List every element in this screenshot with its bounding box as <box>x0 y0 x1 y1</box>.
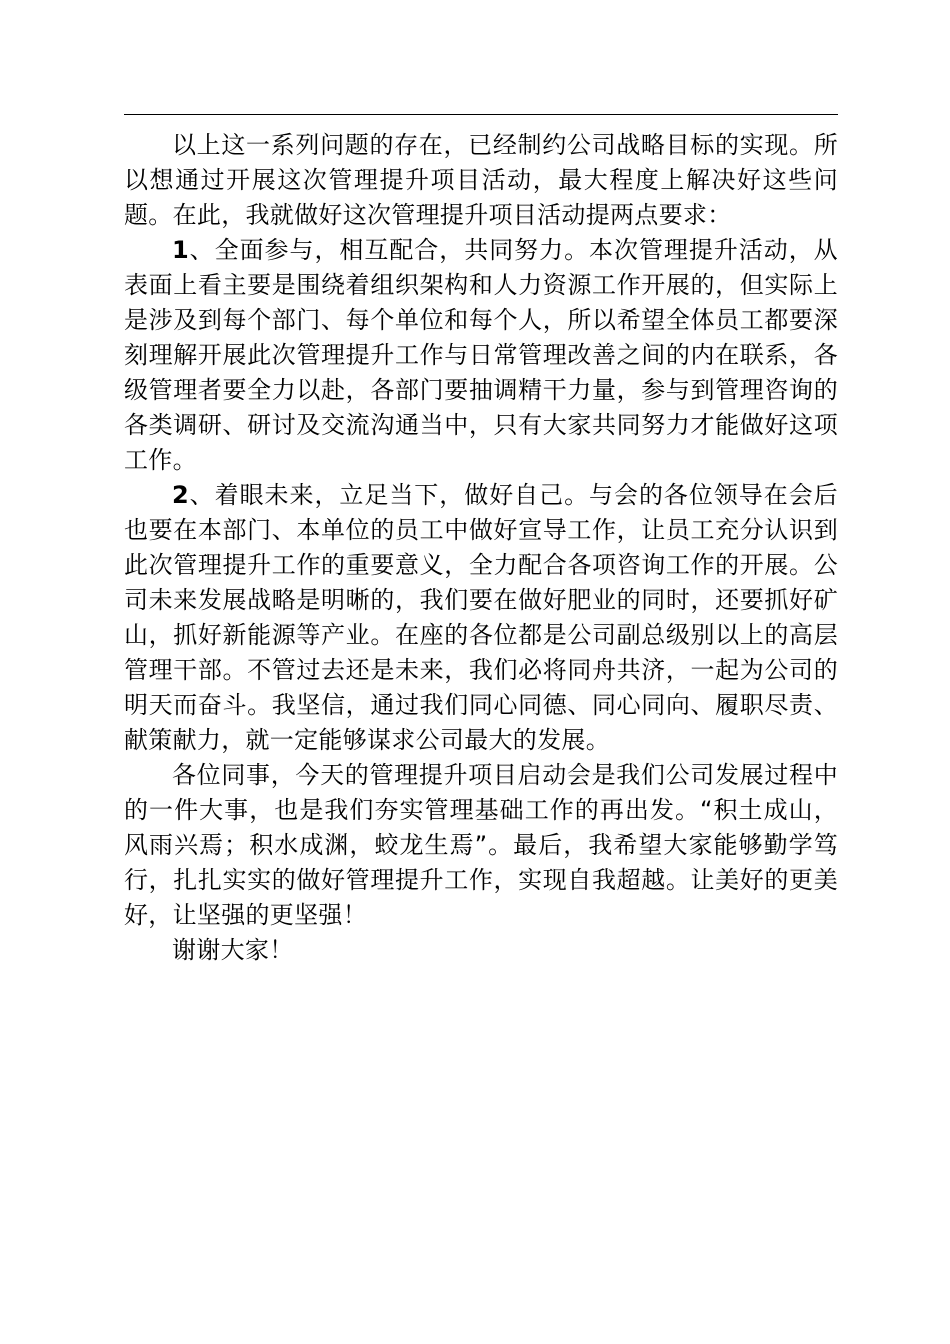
paragraph-text: 各位同事，今天的管理提升项目启动会是我们公司发展过程中的一件大事，也是我们夯实管理基础工作的再出发。“积土成山，风雨兴焉；积水成渊，蛟龙生焉”。最后，我希望大家能够勤学笃行，扎扎实实的做好管理提升工作，实现自我超越。让美好的更美好，让坚强的更坚强！ <box>124 761 838 929</box>
paragraph-text: 、着眼未来，立足当下，做好自己。与会的各位领导在会后也要在本部门、本单位的员工中做好宣导工作，让员工充分认识到此次管理提升工作的重要意义，全力配合各项咨询工作的开展。公司未来发展战略是明晰的，我们要在做好肥业的同时，还要抓好矿山，抓好新能源等产业。在座的各位都是公司副总级别以上的高层管理干部。不管过去还是未来，我们必将同舟共济，一起为公司的明天而奋斗。我坚信，通过我们同心同德、同心同向、履职尽责、献策献力，就一定能够谋求公司最大的发展。 <box>124 481 838 754</box>
paragraph-closing <box>124 758 838 933</box>
paragraph-text: 、全面参与，相互配合，共同努力。本次管理提升活动，从表面上看主要是围绕着组织架构和人力资源工作开展的，但实际上是涉及到每个部门、每个单位和每个人，所以希望全体员工都要深刻理解开展此次管理提升工作与日常管理改善之间的内在联系，各级管理者要全力以赴，各部门要抽调精干力量，参与到管理咨询的各类调研、研讨及交流沟通当中，只有大家共同努力才能做好这项工作。 <box>124 236 838 474</box>
header-rule <box>124 114 838 115</box>
requirement-number: 1 <box>172 236 189 264</box>
paragraph-requirement-1 <box>124 233 838 478</box>
requirement-number: 2 <box>172 481 189 509</box>
paragraph-text: 以上这一系列问题的存在，已经制约公司战略目标的实现。所以想通过开展这次管理提升项目活动，最大程度上解决好这些问题。在此，我就做好这次管理提升项目活动提两点要求： <box>124 131 838 229</box>
paragraph-intro <box>124 128 838 233</box>
paragraph-text: 谢谢大家！ <box>172 936 294 964</box>
document-body <box>124 128 838 968</box>
paragraph-thanks <box>124 933 838 968</box>
paragraph-requirement-2 <box>124 478 838 758</box>
